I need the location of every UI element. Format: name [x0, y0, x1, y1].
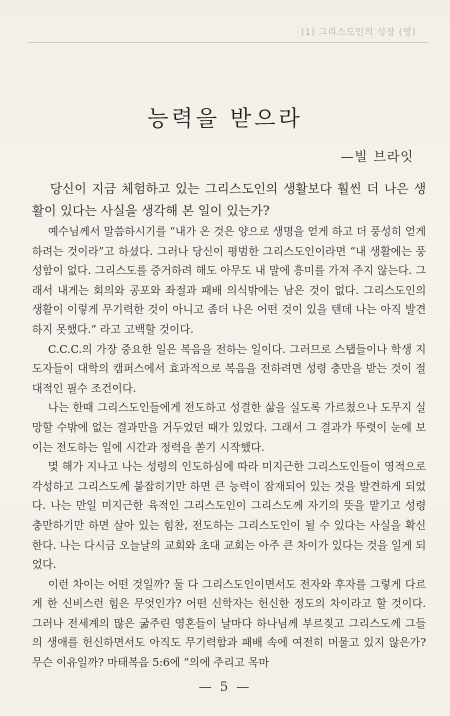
paragraph: 이런 차이는 어떤 것일까? 둘 다 그리스도인이면서도 전자와 후자를 그렇게 다르게 한 신비스런 힘은 무엇인가? 어떤 신학자는 헌신한 정도의 차이라고 할 것이다. 그러나 전세계의 많은 굶주린 영혼들이 날마다 하나님께 부르짖고 그리스도께 그들의 생애를 헌신하면서도 아직도 무기력함과 패배 속에 여전히 머물고 있지 않은가? 무슨 이유일까? 마태복음 5:6에 “의에 주리고 목마 — [32, 577, 426, 670]
paragraph: 나는 한때 그리스도인들에게 전도하고 성결한 삶을 실도록 가르쳤으나 도무지 실망할 수밖에 없는 결과만을 거두었던 때가 있었다. 그래서 그 결과가 뚜렷이 눈에 보이는 전도하는 일에 시간과 정력을 쏟기 시작했다. — [32, 401, 426, 454]
paragraph: 몇 해가 지나고 나는 성령의 인도하심에 따라 미지근한 그리스도인들이 영적으로 각성하고 그리스도께 붙잡히기만 하면 큰 능력이 잠재되어 있는 것을 발견하게 되었다. 나는 만일 미지근한 육적인 그리스도인이 그리스도께 자기의 뜻을 맡기고 성령 충만하기만 하면 살아 있는 힘찬, 전도하는 그리스도인이 될 수 있다는 사실을 확신한다. 나는 다시금 오늘날의 교회와 초대 교회는 아주 큰 차이가 있다는 것을 일게 되었다. — [32, 460, 426, 572]
running-header — [28, 22, 428, 43]
body-text — [32, 178, 426, 673]
paragraph: C.C.C.의 가장 중요한 일은 복음을 전하는 일이다. 그러므로 스탭들이나 학생 지도자들이 대학의 캠퍼스에서 효과적으로 복음을 전하려면 성령 충만을 받는 것이 절대적인 필수 조건이다. — [32, 342, 426, 395]
paragraph: 예수님께서 말씀하시기를 “내가 온 것은 양으로 생명을 얻게 하고 더 풍성히 얻게 하려는 것이라”고 하셨다. 그러나 당신이 평범한 그리스도인이라면 “내 생활에는 풍성함이 없다. 그리스도를 증거하려 해도 아무도 내 말에 흥미를 가져 주지 않는다. 그래서 내게는 회의와 공포와 좌절과 패배 의식밖에는 남은 것이 없다. 그리스도인의 생활이 이렇게 무기력한 것이 아니고 좀더 나은 어떤 것이 있을 텐데 나는 아직 발견하지 못했다.” 라고 고백할 것이다. — [32, 225, 426, 336]
chapter-title: 능력을 받으라 — [147, 107, 303, 132]
running-header-text: (1) 그리스도인의 성장 (영) — [300, 28, 416, 38]
page-number: — 5 — — [198, 680, 252, 695]
author-byline: —빌 브라잇 — [340, 150, 414, 165]
lead-paragraph: 당신이 지금 체험하고 있는 그리스도인의 생활보다 훨씬 더 나은 생활이 있다는 사실을 생각해 본 일이 있는가? — [32, 181, 426, 218]
